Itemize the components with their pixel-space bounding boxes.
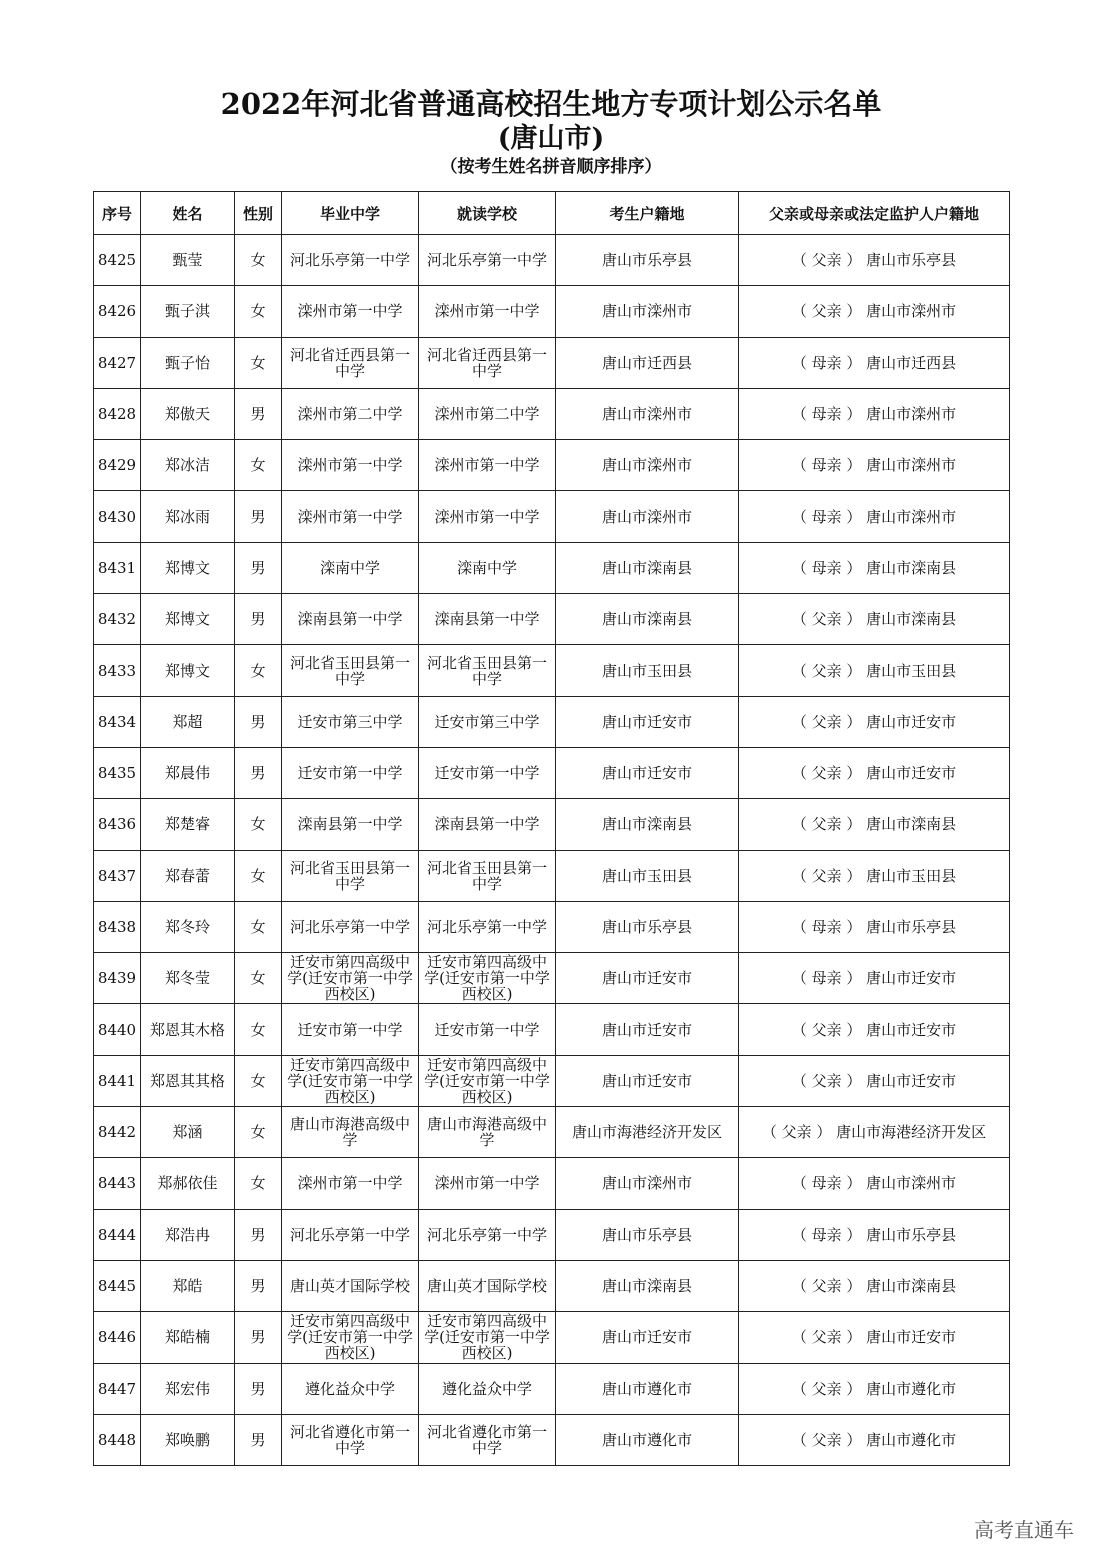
cell-guardian-registration: （ 母亲 ） 唐山市迁西县 [739, 337, 1010, 388]
cell-current-school: 河北乐亭第一中学 [419, 901, 556, 952]
cell-household-registration: 唐山市迁安市 [556, 696, 739, 747]
cell-current-school: 唐山英才国际学校 [419, 1260, 556, 1311]
cell-gender: 男 [235, 747, 282, 798]
cell-seq: 8446 [94, 1312, 141, 1363]
cell-graduation-school: 滦南县第一中学 [282, 799, 419, 850]
cell-name: 郑春蕾 [141, 850, 235, 901]
cell-name: 郑傲天 [141, 388, 235, 439]
cell-seq: 8435 [94, 747, 141, 798]
cell-name: 郑楚睿 [141, 799, 235, 850]
table-row [94, 286, 1010, 337]
page-subtitle: (唐山市) [497, 123, 605, 154]
cell-guardian-registration: （ 母亲 ） 唐山市滦州市 [739, 491, 1010, 542]
cell-current-school: 滦州市第二中学 [419, 388, 556, 439]
cell-name: 郑冰雨 [141, 491, 235, 542]
header-guardian-registration: 父亲或母亲或法定监护人户籍地 [739, 192, 1010, 235]
cell-guardian-registration: （ 父亲 ） 唐山市海港经济开发区 [739, 1107, 1010, 1158]
cell-seq: 8444 [94, 1209, 141, 1260]
table-row [94, 1312, 1010, 1363]
cell-guardian-registration: （ 母亲 ） 唐山市滦州市 [739, 1158, 1010, 1209]
table-row [94, 1107, 1010, 1158]
cell-graduation-school: 河北省遵化市第一中学 [282, 1414, 419, 1465]
cell-seq: 8433 [94, 645, 141, 696]
cell-gender: 女 [235, 901, 282, 952]
cell-guardian-registration: （ 父亲 ） 唐山市玉田县 [739, 850, 1010, 901]
cell-gender: 女 [235, 850, 282, 901]
cell-current-school: 迁安市第三中学 [419, 696, 556, 747]
cell-graduation-school: 河北乐亭第一中学 [282, 1209, 419, 1260]
cell-gender: 男 [235, 594, 282, 645]
cell-gender: 女 [235, 953, 282, 1004]
cell-guardian-registration: （ 母亲 ） 唐山市乐亭县 [739, 1209, 1010, 1260]
cell-name: 甄子淇 [141, 286, 235, 337]
cell-seq: 8434 [94, 696, 141, 747]
cell-current-school: 滦州市第一中学 [419, 491, 556, 542]
cell-gender: 男 [235, 696, 282, 747]
cell-current-school: 滦州市第一中学 [419, 286, 556, 337]
roster-table [93, 191, 1010, 1466]
cell-name: 郑超 [141, 696, 235, 747]
cell-graduation-school: 河北省迁西县第一中学 [282, 337, 419, 388]
cell-household-registration: 唐山市玉田县 [556, 850, 739, 901]
cell-graduation-school: 河北省玉田县第一中学 [282, 645, 419, 696]
cell-household-registration: 唐山市乐亭县 [556, 901, 739, 952]
table-row [94, 747, 1010, 798]
cell-guardian-registration: （ 父亲 ） 唐山市滦南县 [739, 594, 1010, 645]
cell-name: 郑博文 [141, 594, 235, 645]
cell-gender: 女 [235, 1004, 282, 1055]
table-row [94, 440, 1010, 491]
cell-guardian-registration: （ 父亲 ） 唐山市滦南县 [739, 799, 1010, 850]
cell-guardian-registration: （ 母亲 ） 唐山市滦州市 [739, 388, 1010, 439]
table-row [94, 594, 1010, 645]
cell-seq: 8425 [94, 235, 141, 286]
cell-guardian-registration: （ 父亲 ） 唐山市滦南县 [739, 1260, 1010, 1311]
cell-seq: 8438 [94, 901, 141, 952]
cell-name: 郑冬莹 [141, 953, 235, 1004]
cell-name: 郑浩冉 [141, 1209, 235, 1260]
cell-household-registration: 唐山市滦州市 [556, 286, 739, 337]
cell-graduation-school: 滦州市第一中学 [282, 286, 419, 337]
cell-household-registration: 唐山市滦州市 [556, 388, 739, 439]
cell-household-registration: 唐山市迁西县 [556, 337, 739, 388]
cell-gender: 女 [235, 1107, 282, 1158]
header-gender: 性别 [235, 192, 282, 235]
cell-name: 郑恩其木格 [141, 1004, 235, 1055]
table-row [94, 799, 1010, 850]
table-row [94, 1260, 1010, 1311]
cell-guardian-registration: （ 父亲 ） 唐山市迁安市 [739, 1312, 1010, 1363]
cell-guardian-registration: （ 母亲 ） 唐山市迁安市 [739, 953, 1010, 1004]
cell-seq: 8431 [94, 542, 141, 593]
cell-household-registration: 唐山市乐亭县 [556, 235, 739, 286]
cell-graduation-school: 唐山英才国际学校 [282, 1260, 419, 1311]
cell-current-school: 河北省迁西县第一中学 [419, 337, 556, 388]
cell-guardian-registration: （ 父亲 ） 唐山市迁安市 [739, 747, 1010, 798]
cell-household-registration: 唐山市迁安市 [556, 747, 739, 798]
header-name: 姓名 [141, 192, 235, 235]
cell-graduation-school: 唐山市海港高级中学 [282, 1107, 419, 1158]
cell-name: 郑恩其其格 [141, 1055, 235, 1106]
cell-graduation-school: 滦南县第一中学 [282, 594, 419, 645]
cell-gender: 女 [235, 286, 282, 337]
cell-household-registration: 唐山市滦南县 [556, 799, 739, 850]
cell-household-registration: 唐山市滦南县 [556, 1260, 739, 1311]
cell-gender: 女 [235, 235, 282, 286]
cell-graduation-school: 遵化益众中学 [282, 1363, 419, 1414]
table-row [94, 696, 1010, 747]
table-row [94, 901, 1010, 952]
cell-household-registration: 唐山市玉田县 [556, 645, 739, 696]
cell-guardian-registration: （ 父亲 ） 唐山市迁安市 [739, 1055, 1010, 1106]
cell-seq: 8430 [94, 491, 141, 542]
cell-name: 郑皓楠 [141, 1312, 235, 1363]
table-row [94, 1055, 1010, 1106]
cell-current-school: 滦南县第一中学 [419, 799, 556, 850]
cell-current-school: 遵化益众中学 [419, 1363, 556, 1414]
cell-guardian-registration: （ 父亲 ） 唐山市迁安市 [739, 696, 1010, 747]
cell-gender: 男 [235, 1260, 282, 1311]
cell-gender: 男 [235, 491, 282, 542]
cell-current-school: 河北乐亭第一中学 [419, 1209, 556, 1260]
cell-household-registration: 唐山市海港经济开发区 [556, 1107, 739, 1158]
cell-seq: 8443 [94, 1158, 141, 1209]
cell-current-school: 滦州市第一中学 [419, 440, 556, 491]
cell-name: 郑皓 [141, 1260, 235, 1311]
cell-current-school: 河北省遵化市第一中学 [419, 1414, 556, 1465]
cell-graduation-school: 滦州市第一中学 [282, 440, 419, 491]
cell-seq: 8445 [94, 1260, 141, 1311]
cell-gender: 男 [235, 1209, 282, 1260]
cell-gender: 男 [235, 1414, 282, 1465]
cell-name: 郑博文 [141, 542, 235, 593]
header-household-registration: 考生户籍地 [556, 192, 739, 235]
cell-current-school: 迁安市第四高级中学(迁安市第一中学西校区) [419, 1055, 556, 1106]
table-row [94, 337, 1010, 388]
cell-gender: 男 [235, 542, 282, 593]
header-graduation-school: 毕业中学 [282, 192, 419, 235]
cell-gender: 男 [235, 388, 282, 439]
cell-current-school: 滦南县第一中学 [419, 594, 556, 645]
table-row [94, 1209, 1010, 1260]
cell-name: 郑博文 [141, 645, 235, 696]
cell-name: 郑唤鹏 [141, 1414, 235, 1465]
cell-household-registration: 唐山市迁安市 [556, 1312, 739, 1363]
table-row [94, 235, 1010, 286]
cell-graduation-school: 滦州市第一中学 [282, 1158, 419, 1209]
cell-current-school: 迁安市第一中学 [419, 747, 556, 798]
cell-household-registration: 唐山市迁安市 [556, 953, 739, 1004]
cell-seq: 8428 [94, 388, 141, 439]
cell-household-registration: 唐山市遵化市 [556, 1363, 739, 1414]
cell-current-school: 河北省玉田县第一中学 [419, 645, 556, 696]
cell-graduation-school: 迁安市第三中学 [282, 696, 419, 747]
table-row [94, 1158, 1010, 1209]
page-title: 2022年河北省普通高校招生地方专项计划公示名单 [220, 87, 882, 121]
cell-current-school: 唐山市海港高级中学 [419, 1107, 556, 1158]
cell-seq: 8440 [94, 1004, 141, 1055]
cell-graduation-school: 滦南中学 [282, 542, 419, 593]
cell-seq: 8436 [94, 799, 141, 850]
cell-seq: 8429 [94, 440, 141, 491]
cell-household-registration: 唐山市滦南县 [556, 594, 739, 645]
cell-graduation-school: 滦州市第一中学 [282, 491, 419, 542]
cell-name: 甄莹 [141, 235, 235, 286]
cell-seq: 8426 [94, 286, 141, 337]
header-current-school: 就读学校 [419, 192, 556, 235]
table-row [94, 1004, 1010, 1055]
cell-current-school: 滦南中学 [419, 542, 556, 593]
cell-name: 甄子怡 [141, 337, 235, 388]
cell-graduation-school: 迁安市第四高级中学(迁安市第一中学西校区) [282, 953, 419, 1004]
cell-graduation-school: 迁安市第四高级中学(迁安市第一中学西校区) [282, 1312, 419, 1363]
table-row [94, 1414, 1010, 1465]
cell-gender: 女 [235, 645, 282, 696]
cell-graduation-school: 迁安市第一中学 [282, 1004, 419, 1055]
cell-guardian-registration: （ 母亲 ） 唐山市乐亭县 [739, 901, 1010, 952]
cell-gender: 女 [235, 1158, 282, 1209]
table-row [94, 491, 1010, 542]
watermark-text: 高考直通车 [974, 1518, 1074, 1542]
table-row [94, 953, 1010, 1004]
cell-guardian-registration: （ 父亲 ） 唐山市迁安市 [739, 1004, 1010, 1055]
cell-name: 郑宏伟 [141, 1363, 235, 1414]
cell-current-school: 迁安市第一中学 [419, 1004, 556, 1055]
roster-table-body [94, 235, 1010, 1466]
cell-gender: 男 [235, 1363, 282, 1414]
header-seq: 序号 [94, 192, 141, 235]
cell-guardian-registration: （ 父亲 ） 唐山市玉田县 [739, 645, 1010, 696]
cell-current-school: 河北省玉田县第一中学 [419, 850, 556, 901]
cell-guardian-registration: （ 母亲 ） 唐山市滦南县 [739, 542, 1010, 593]
cell-seq: 8432 [94, 594, 141, 645]
cell-seq: 8439 [94, 953, 141, 1004]
cell-gender: 女 [235, 440, 282, 491]
cell-household-registration: 唐山市滦州市 [556, 1158, 739, 1209]
cell-gender: 女 [235, 337, 282, 388]
cell-gender: 女 [235, 799, 282, 850]
cell-current-school: 河北乐亭第一中学 [419, 235, 556, 286]
cell-guardian-registration: （ 父亲 ） 唐山市滦州市 [739, 286, 1010, 337]
cell-name: 郑冰洁 [141, 440, 235, 491]
table-row [94, 542, 1010, 593]
cell-seq: 8448 [94, 1414, 141, 1465]
table-row [94, 850, 1010, 901]
cell-name: 郑郝依佳 [141, 1158, 235, 1209]
cell-current-school: 迁安市第四高级中学(迁安市第一中学西校区) [419, 1312, 556, 1363]
sort-note: （按考生姓名拼音顺序排序） [440, 157, 662, 177]
table-row [94, 388, 1010, 439]
cell-graduation-school: 迁安市第一中学 [282, 747, 419, 798]
cell-household-registration: 唐山市滦南县 [556, 542, 739, 593]
table-row [94, 1363, 1010, 1414]
cell-seq: 8427 [94, 337, 141, 388]
cell-graduation-school: 河北省玉田县第一中学 [282, 850, 419, 901]
cell-seq: 8441 [94, 1055, 141, 1106]
cell-household-registration: 唐山市迁安市 [556, 1004, 739, 1055]
cell-gender: 男 [235, 1312, 282, 1363]
cell-seq: 8442 [94, 1107, 141, 1158]
cell-current-school: 迁安市第四高级中学(迁安市第一中学西校区) [419, 953, 556, 1004]
cell-name: 郑涵 [141, 1107, 235, 1158]
cell-graduation-school: 迁安市第四高级中学(迁安市第一中学西校区) [282, 1055, 419, 1106]
cell-name: 郑晨伟 [141, 747, 235, 798]
cell-seq: 8437 [94, 850, 141, 901]
cell-graduation-school: 滦州市第二中学 [282, 388, 419, 439]
cell-guardian-registration: （ 母亲 ） 唐山市滦州市 [739, 440, 1010, 491]
cell-guardian-registration: （ 父亲 ） 唐山市遵化市 [739, 1363, 1010, 1414]
cell-household-registration: 唐山市滦州市 [556, 440, 739, 491]
cell-household-registration: 唐山市乐亭县 [556, 1209, 739, 1260]
cell-household-registration: 唐山市迁安市 [556, 1055, 739, 1106]
cell-gender: 女 [235, 1055, 282, 1106]
table-row [94, 645, 1010, 696]
cell-seq: 8447 [94, 1363, 141, 1414]
cell-guardian-registration: （ 父亲 ） 唐山市遵化市 [739, 1414, 1010, 1465]
cell-household-registration: 唐山市遵化市 [556, 1414, 739, 1465]
cell-graduation-school: 河北乐亭第一中学 [282, 901, 419, 952]
cell-household-registration: 唐山市滦州市 [556, 491, 739, 542]
cell-guardian-registration: （ 父亲 ） 唐山市乐亭县 [739, 235, 1010, 286]
cell-graduation-school: 河北乐亭第一中学 [282, 235, 419, 286]
cell-current-school: 滦州市第一中学 [419, 1158, 556, 1209]
cell-name: 郑冬玲 [141, 901, 235, 952]
table-header-row [94, 192, 1010, 235]
